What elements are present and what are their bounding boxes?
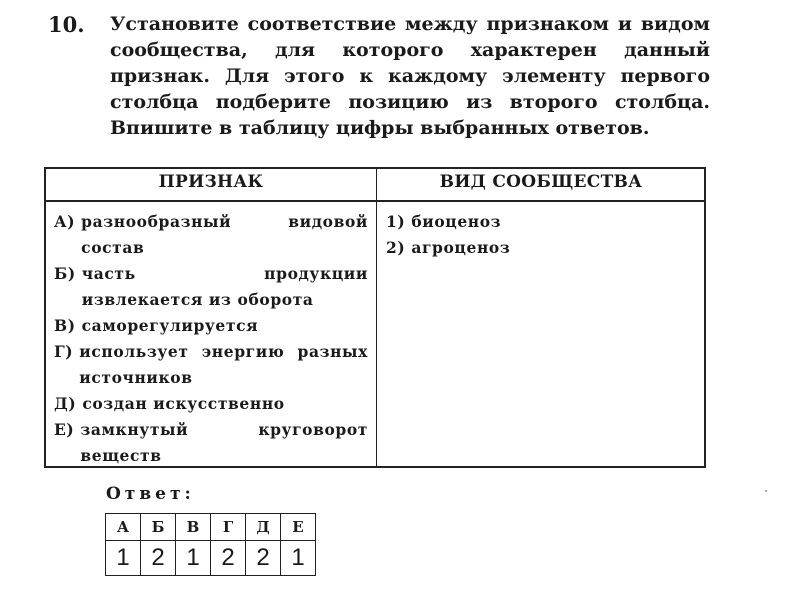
feature-text: создан искусственно: [82, 394, 285, 413]
feature-item: [54, 417, 368, 469]
feature-text: саморегулируется: [81, 316, 259, 335]
header-feature: ПРИЗНАК: [158, 172, 264, 192]
feature-label: Д): [54, 394, 77, 413]
answer-value[interactable]: 1: [176, 541, 211, 576]
header-community-type: ВИД СООБЩЕСТВА: [439, 172, 643, 192]
answer-letter: Г: [211, 514, 246, 541]
answer-letter: А: [106, 514, 141, 541]
answer-letter: Е: [281, 514, 316, 541]
feature-label: В): [54, 316, 76, 335]
answer-values-row: [106, 541, 316, 576]
answer-value[interactable]: 2: [246, 541, 281, 576]
feature-label: А): [54, 212, 76, 231]
table-header-row: [46, 169, 704, 202]
answer-letter: Д: [246, 514, 281, 541]
type-item: 1) биоценоз: [386, 212, 502, 231]
feature-label: Е): [54, 420, 75, 439]
answer-label: Ответ:: [106, 484, 195, 504]
feature-item: [54, 261, 368, 313]
answer-value[interactable]: 2: [141, 541, 176, 576]
answer-letter: В: [176, 514, 211, 541]
types-column: [376, 202, 706, 261]
feature-text: использует энергию разных источников: [79, 342, 368, 387]
answer-value[interactable]: 2: [211, 541, 246, 576]
feature-text: замкнутый круговорот веществ: [80, 420, 368, 465]
feature-item: [54, 313, 368, 339]
feature-item: [54, 339, 368, 391]
answer-letter: Б: [141, 514, 176, 541]
type-item: 2) агроценоз: [386, 238, 511, 257]
feature-text: часть продукции извлекается из оборота: [81, 264, 368, 309]
answer-letters-row: [106, 514, 316, 541]
scan-speck: [765, 490, 767, 492]
feature-label: Б): [54, 264, 76, 283]
feature-item: [54, 391, 368, 417]
features-column: [46, 202, 376, 469]
question-number: 10.: [48, 12, 85, 37]
question-text: Установите соответствие между признаком и видом сообщества, для которого характерен данный признак. Для этого к каждому элементу первого столбца подберите позицию из второго столбца. Впишите в таблицу цифры выбранных ответов.: [110, 13, 710, 139]
matching-table: [44, 167, 706, 468]
feature-label: Г): [54, 342, 74, 361]
feature-item: [54, 209, 368, 261]
answer-value[interactable]: 1: [281, 541, 316, 576]
feature-text: разнообразный видовой состав: [81, 212, 368, 257]
answer-table: [105, 513, 316, 576]
answer-value[interactable]: 1: [106, 541, 141, 576]
